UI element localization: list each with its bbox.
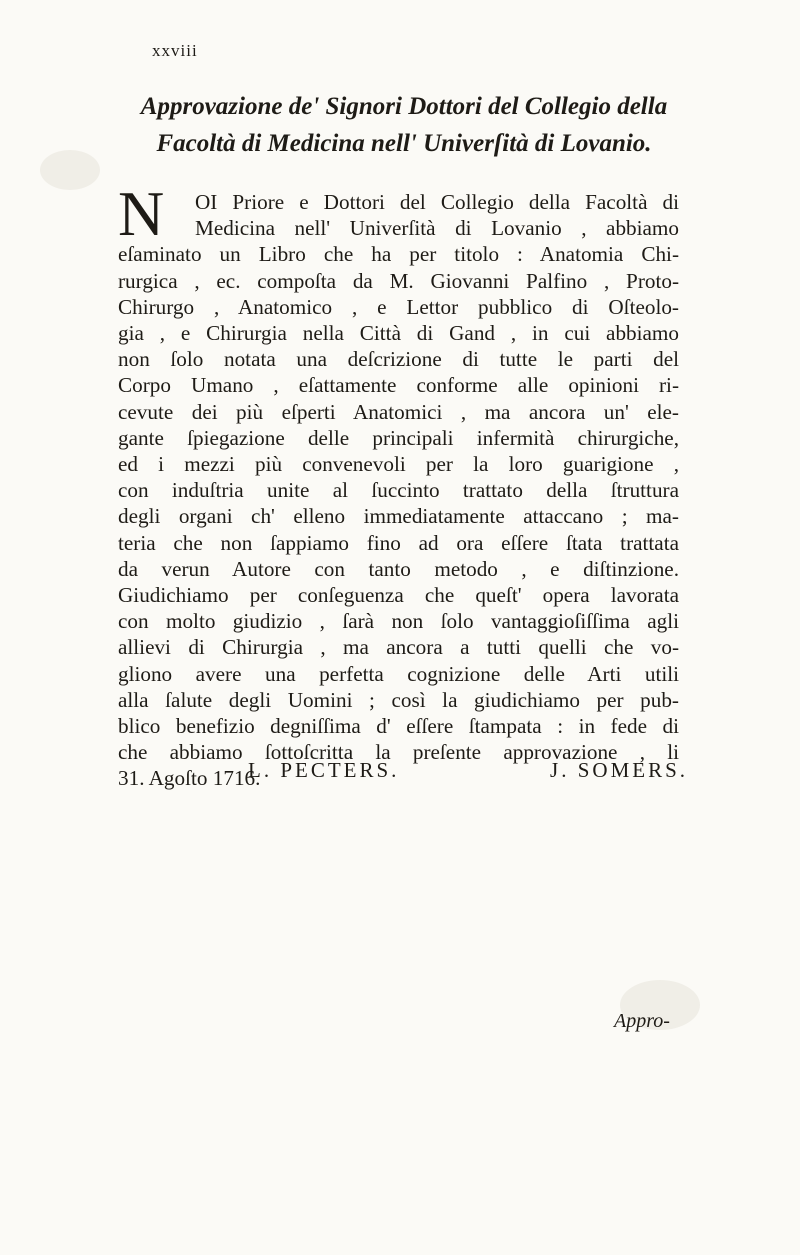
text-line: Giudichiamo per conſeguenza che queſt' opera lavorata	[118, 583, 679, 608]
heading-line: Approvazione de' Signori Dottori del Collegio della	[140, 93, 668, 120]
paper-stain	[40, 150, 100, 190]
text-line: alla ſalute degli Uomini ; così la giudichiamo per pub-	[118, 687, 679, 712]
approval-text	[118, 189, 679, 792]
text-line: non ſolo notata una deſcrizione di tutte le parti del	[118, 347, 679, 372]
text-line: Medicina nell' Univerſità di Lovanio , abbiamo	[195, 216, 679, 241]
text-line: gante ſpiegazione delle principali infermità chirurgiche,	[118, 425, 679, 450]
text-line: gia , e Chirurgia nella Città di Gand , in cui abbiamo	[118, 321, 679, 346]
text-line: ed i mezzi più convenevoli per la loro guarigione ,	[118, 452, 679, 477]
drop-cap: N	[118, 178, 165, 249]
text-line: gliono avere una perfetta cognizione delle Arti utili	[118, 661, 679, 686]
text-line: cevute dei più eſperti Anatomici , ma ancora un' ele-	[118, 399, 679, 424]
catchword: Appro-	[614, 1010, 670, 1032]
text-line: allievi di Chirurgia , ma ancora a tutti quelli che vo-	[118, 635, 679, 660]
text-line: degli organi ch' elleno immediatamente attaccano ; ma-	[118, 504, 679, 529]
text-line: blico benefizio degniſſima d' eſſere ſtampata : in fede di	[118, 714, 679, 739]
text-line: Corpo Umano , eſattamente conforme alle opinioni ri-	[118, 373, 679, 398]
text-line: Chirurgo , Anatomico , e Lettor pubblico di Oſteolo-	[118, 294, 679, 319]
page-heading	[124, 88, 684, 162]
text-line: teria che non ſappiamo fino ad ora eſſere ſtata trattata	[118, 530, 679, 555]
text-line: rurgica , ec. compoſta da M. Giovanni Palfino , Proto-	[118, 268, 679, 293]
text-line: OI Priore e Dottori del Collegio della Facoltà di	[195, 190, 679, 214]
text-line: da verun Autore con tanto metodo , e diſtinzione.	[118, 556, 679, 581]
signature-left: L. PECTERS.	[248, 758, 400, 782]
signature-right: J. SOMERS.	[550, 758, 688, 782]
page-number: xxviii	[152, 41, 198, 60]
text-line: con molto giudizio , ſarà non ſolo vantaggioſiſſima agli	[118, 609, 679, 634]
text-line: con induſtria unite al ſuccinto trattato della ſtruttura	[118, 478, 679, 503]
text-line: 31. Agoſto 1716.	[118, 766, 261, 791]
text-line: eſaminato un Libro che ha per titolo : Anatomia Chi-	[118, 242, 679, 267]
heading-line: Facoltà di Medicina nell' Univerſità di Lovanio.	[156, 130, 652, 157]
text-line: che abbiamo ſottoſcritta la preſente approvazione , li	[118, 740, 679, 765]
signatures	[248, 758, 688, 783]
